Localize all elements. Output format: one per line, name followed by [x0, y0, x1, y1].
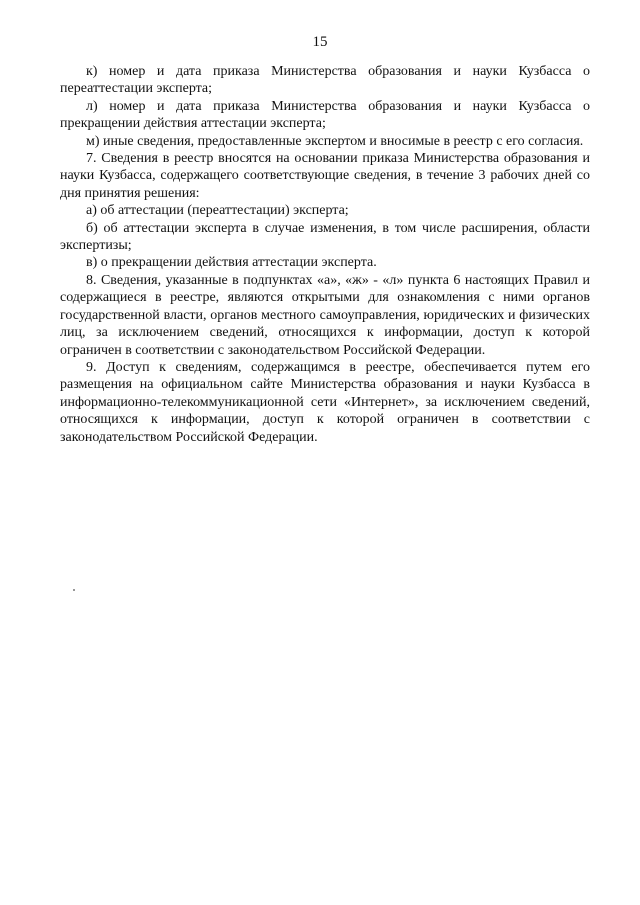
paragraph-l: л) номер и дата приказа Министерства образования и науки Кузбасса о прекращении действия аттестации эксперта; [60, 98, 590, 132]
paragraph-a: а) об аттестации (переаттестации) эксперта; [86, 203, 349, 219]
document-body [60, 63, 590, 446]
page-number: 15 [312, 34, 328, 50]
paragraph-k: к) номер и дата приказа Министерства образования и науки Кузбасса о переаттестации эксперта; [60, 64, 590, 97]
paragraph-9: 9. Доступ к сведениям, содержащимся в реестре, обеспечивается путем его размещения на официальном сайте Министерства образования и науки Кузбасса в информационно-телекоммуникационной сети «Интернет», за исключением сведений, относящихся к информации, доступ к которой ограничен в соответствии с законодательством Российской Федерации. [60, 359, 590, 445]
paragraph-m: м) иные сведения, предоставленные экспертом и вносимые в реестр с его согласия. [86, 133, 584, 149]
paragraph-v: в) о прекращении действия аттестации эксперта. [86, 255, 377, 271]
paragraph-8: 8. Сведения, указанные в подпунктах «а», «ж» - «л» пункта 6 настоящих Правил и содержащиеся в реестре, являются открытыми для ознакомления с ними органов государственной власти, органов местного самоуправления, юридических и физических лиц, за исключением сведений, относящихся к информации, доступ к которой ограничен в соответствии с законодательством Российской Федерации. [60, 272, 590, 358]
scan-speck [73, 589, 75, 591]
paragraph-7: 7. Сведения в реестр вносятся на основании приказа Министерства образования и науки Кузбасса, содержащего соответствующие сведения, в течение 3 рабочих дней со дня принятия решения: [60, 151, 590, 201]
paragraph-b: б) об аттестации эксперта в случае изменения, в том числе расширения, области экспертизы; [60, 220, 590, 254]
